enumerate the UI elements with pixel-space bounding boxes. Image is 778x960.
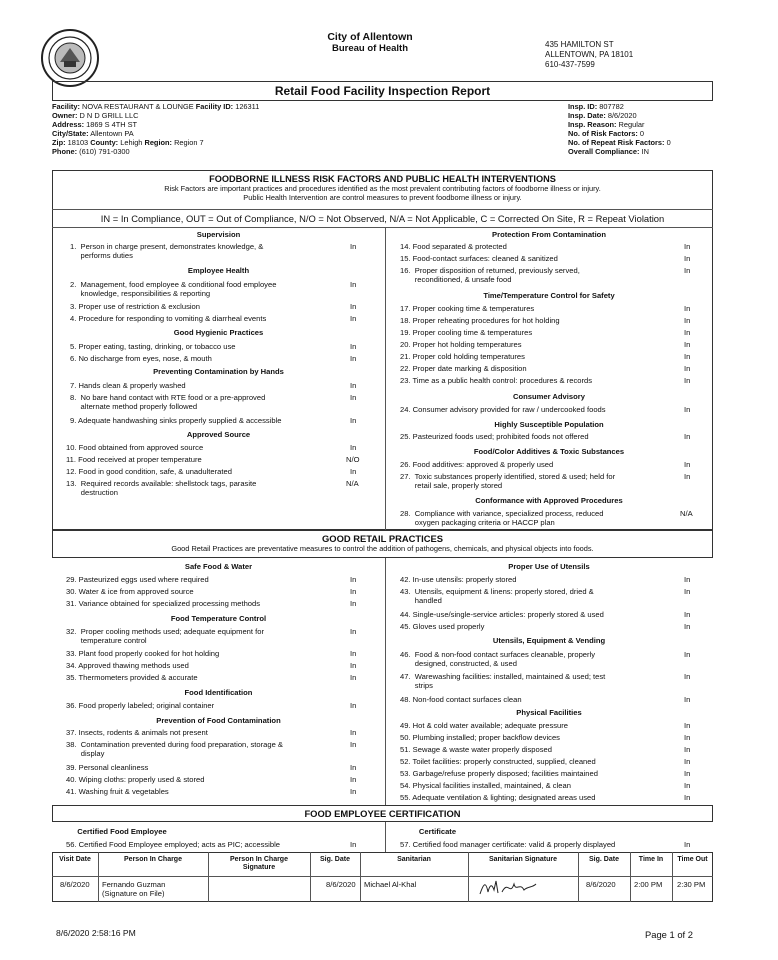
item-status: In (350, 728, 357, 737)
item-status: In (350, 775, 357, 784)
item-text: 30. Water & ice from approved source (66, 587, 194, 596)
item-status: In (684, 587, 691, 596)
time-in: 2:00 PM (634, 880, 663, 889)
report-title: Retail Food Facility Inspection Report (274, 84, 491, 98)
item-text: 34. Approved thawing methods used (66, 661, 189, 670)
item-status: N/A (346, 479, 359, 488)
item-text: 40. Wiping cloths: properly used & stored (66, 775, 205, 784)
overall-label: Overall Compliance: (568, 147, 640, 156)
page-number: Page 1 of 2 (645, 929, 693, 940)
item-status: In (684, 721, 691, 730)
item-text: 7. Hands clean & properly washed (70, 381, 186, 390)
item-text: 10. Food obtained from approved source (66, 443, 204, 452)
heading: Highly Susceptible Population (494, 420, 604, 429)
insp-id: 807782 (599, 102, 624, 111)
overall-line (568, 148, 649, 157)
heading: Protection From Contamination (492, 230, 606, 239)
insp-date: 8/6/2020 (607, 111, 637, 120)
item-status: In (684, 672, 691, 681)
item-status: In (350, 673, 357, 682)
item-status: In (684, 242, 691, 251)
item-text: 42. In-use utensils: properly stored (400, 575, 517, 584)
sig-date: 8/6/2020 (326, 880, 356, 889)
item-status: In (684, 793, 691, 802)
owner-name: D N D GRILL LLC (79, 111, 139, 120)
heading: Supervision (196, 230, 241, 239)
item-text: 19. Proper cooling time & temperatures (400, 328, 533, 337)
risk-factors: 0 (639, 129, 644, 138)
item-text: 37. Insects, rodents & animals not present (66, 728, 208, 737)
item-status: In (350, 393, 357, 402)
col-time-in: Time In (638, 856, 664, 863)
item-text: 49. Hot & cold water available; adequate pressure (400, 721, 569, 730)
risk-factors-label: No. of Risk Factors: (568, 129, 638, 138)
insp-reason-label: Insp. Reason: (568, 120, 617, 129)
city-state-value: Allentown PA (90, 129, 134, 138)
item-text: 31. Variance obtained for specialized processing methods (66, 599, 261, 608)
region-value: Region 7 (174, 138, 204, 147)
item-text: 29. Pasteurized eggs used where required (66, 575, 209, 584)
person-in-charge: Fernando Guzman (Signature on File) (102, 880, 166, 898)
region-label: Region: (144, 138, 172, 147)
item-text: 2. Management, food employee & conditional food employee knowledge, responsibilities & reporting (70, 280, 277, 298)
item-status: In (350, 354, 357, 363)
heading: Preventing Contamination by Hands (153, 367, 284, 376)
item-text: 47. Warewashing facilities: installed, maintained & used; test strips (400, 672, 606, 690)
item-text: 21. Proper cold holding temperatures (400, 352, 525, 361)
phone-value: (610) 791-0300 (79, 147, 130, 156)
item-status: In (350, 416, 357, 425)
item-status: In (684, 650, 691, 659)
item-status: In (684, 733, 691, 742)
item-status: In (350, 302, 357, 311)
rule (52, 209, 713, 210)
city-name: City of Allentown (327, 31, 413, 43)
item-text: 8. No bare hand contact with RTE food or a pre-approved alternate method properly followed (70, 393, 266, 411)
item-status: In (350, 242, 357, 251)
address-label: Address: (52, 120, 85, 129)
county-label: County: (90, 138, 119, 147)
item-text: 43. Utensils, equipment & linens: properly stored, dried & handled (400, 587, 594, 605)
section1-desc-1: Risk Factors are important practices and procedures identified as the most prevalent contributing factors of foodborne illness or injury. (164, 184, 601, 193)
item-text: 46. Food & non-food contact surfaces cleanable, properly designed, constructed, & used (400, 650, 596, 668)
item-status: In (684, 304, 691, 313)
item-text: 32. Proper cooling methods used; adequate equipment for temperature control (66, 627, 264, 645)
item-status: In (350, 467, 357, 476)
item-text: 28. Compliance with variance, specialized process, reduced oxygen packaging criteria or HACCP plan (400, 509, 604, 527)
item-status: In (350, 840, 357, 849)
item-status: In (684, 328, 691, 337)
insp-reason: Regular (618, 120, 645, 129)
item-text: 33. Plant food properly cooked for hot holding (66, 649, 220, 658)
item-status: In (684, 352, 691, 361)
item-status: In (350, 314, 357, 323)
col-sig-date: Sig. Date (320, 856, 350, 863)
item-text: 56. Certified Food Employee employed; acts as PIC; accessible (66, 840, 280, 849)
legend: IN = In Compliance, OUT = Out of Compliance, N/O = Not Observed, N/A = Not Applicable, C = Corrected On Site, R = Repeat Violation (100, 213, 665, 224)
item-text: 51. Sewage & waste water properly disposed (400, 745, 552, 754)
phone-line (52, 148, 130, 157)
item-status: In (350, 381, 357, 390)
item-status: In (684, 781, 691, 790)
item-text: 26. Food additives: approved & properly used (400, 460, 554, 469)
item-text: 13. Required records available: shellstock tags, parasite destruction (66, 479, 257, 497)
item-status: In (350, 763, 357, 772)
item-text: 39. Personal cleanliness (66, 763, 149, 772)
item-text: 11. Food received at proper temperature (66, 455, 202, 464)
item-status: In (350, 342, 357, 351)
item-status: In (350, 787, 357, 796)
item-text: 44. Single-use/single-service articles: properly stored & used (400, 610, 604, 619)
phone-label: Phone: (52, 147, 78, 156)
item-text: 54. Physical facilities installed, maintained, & clean (400, 781, 571, 790)
item-status: In (350, 661, 357, 670)
heading: Food Identification (184, 688, 253, 697)
sanitarian-signature (478, 878, 538, 898)
item-text: 20. Proper hot holding temperatures (400, 340, 522, 349)
column-divider (385, 558, 386, 805)
rule (52, 227, 713, 228)
item-text: 23. Time as a public health control: procedures & records (400, 376, 593, 385)
section3-title: FOOD EMPLOYEE CERTIFICATION (304, 808, 461, 819)
item-status: In (684, 610, 691, 619)
heading: Prevention of Food Contamination (156, 716, 281, 725)
item-text: 4. Procedure for responding to vomiting & diarrheal events (70, 314, 267, 323)
time-out: 2:30 PM (677, 880, 706, 889)
sig-date-2: 8/6/2020 (586, 880, 616, 889)
item-text: 3. Proper use of restriction & exclusion (70, 302, 200, 311)
item-status: In (684, 472, 691, 481)
item-status: In (684, 695, 691, 704)
heading: Certificate (418, 827, 457, 836)
section1-desc-2: Public Health Intervention are control measures to prevent foodborne illness or injury. (243, 193, 522, 202)
dept-phone: 610-437-7599 (545, 60, 595, 69)
county-value: Lehigh (120, 138, 143, 147)
item-status: In (350, 443, 357, 452)
item-text: 17. Proper cooking time & temperatures (400, 304, 535, 313)
item-status: In (684, 745, 691, 754)
item-text: 18. Proper reheating procedures for hot holding (400, 316, 560, 325)
item-text: 50. Plumbing installed; proper backflow devices (400, 733, 560, 742)
repeat-risk: 0 (666, 138, 671, 147)
item-text: 38. Contamination prevented during food preparation, storage & display (66, 740, 283, 758)
col-visit-date: Visit Date (59, 856, 91, 863)
item-status: In (350, 701, 357, 710)
sanitarian: Michael Al-Khal (364, 880, 417, 889)
item-text: 55. Adequate ventilation & lighting; designated areas used (400, 793, 596, 802)
item-text: 36. Food properly labeled; original container (66, 701, 215, 710)
item-text: 9. Adequate handwashing sinks properly supplied & accessible (70, 416, 282, 425)
item-status: N/A (680, 509, 693, 518)
city-seal (40, 28, 100, 88)
facility-id-label: Facility ID: (195, 102, 234, 111)
facility-name: NOVA RESTAURANT & LOUNGE (82, 102, 194, 111)
facility-id: 126311 (235, 102, 260, 111)
item-text: 48. Non-food contact surfaces clean (400, 695, 522, 704)
dept-address-2: ALLENTOWN, PA 18101 (545, 50, 634, 59)
item-status: In (684, 432, 691, 441)
item-text: 16. Proper disposition of returned, previously served, reconditioned, & unsafe food (400, 266, 580, 284)
heading: Food Temperature Control (170, 614, 267, 623)
heading: Consumer Advisory (513, 392, 585, 401)
col-sanitarian: Sanitarian (397, 856, 431, 863)
col-sig-date-2: Sig. Date (589, 856, 619, 863)
heading: Utensils, Equipment & Vending (492, 636, 606, 645)
bureau-name: Bureau of Health (331, 43, 408, 54)
item-text: 12. Food in good condition, safe, & unadulterated (66, 467, 232, 476)
repeat-risk-label: No. of Repeat Risk Factors: (568, 138, 665, 147)
facility-label: Facility: (52, 102, 80, 111)
item-status: In (684, 840, 691, 849)
item-text: 22. Proper date marking & disposition (400, 364, 527, 373)
insp-date-label: Insp. Date: (568, 111, 606, 120)
heading: Safe Food & Water (184, 562, 253, 571)
item-text: 5. Proper eating, tasting, drinking, or tobacco use (70, 342, 236, 351)
address-value: 1869 S 4TH ST (86, 120, 138, 129)
section2-title: GOOD RETAIL PRACTICES (321, 533, 443, 544)
heading: Proper Use of Utensils (508, 562, 590, 571)
item-status: In (684, 769, 691, 778)
dept-address-1: 435 HAMILTON ST (545, 40, 614, 49)
item-status: In (350, 587, 357, 596)
item-status: In (684, 460, 691, 469)
item-status: In (684, 254, 691, 263)
item-text: 52. Toilet facilities: properly constructed, supplied, cleaned (400, 757, 596, 766)
zip-value: 18103 (67, 138, 89, 147)
item-text: 53. Garbage/refuse properly disposed; facilities maintained (400, 769, 598, 778)
heading: Employee Health (187, 266, 250, 275)
city-state-label: City/State: (52, 129, 89, 138)
heading: Approved Source (186, 430, 251, 439)
heading: Certified Food Employee (77, 827, 167, 836)
visit-date: 8/6/2020 (60, 880, 90, 889)
item-text: 41. Washing fruit & vegetables (66, 787, 169, 796)
insp-id-label: Insp. ID: (568, 102, 598, 111)
heading: Food/Color Additives & Toxic Substances (473, 447, 625, 456)
item-text: 6. No discharge from eyes, nose, & mouth (70, 354, 212, 363)
item-status: In (684, 266, 691, 275)
item-status: In (684, 757, 691, 766)
owner-label: Owner: (52, 111, 78, 120)
item-status: In (684, 405, 691, 414)
item-status: In (684, 575, 691, 584)
column-divider (385, 822, 386, 852)
item-status: In (684, 622, 691, 631)
item-status: In (350, 627, 357, 636)
heading: Physical Facilities (516, 708, 582, 717)
section2-desc: Good Retail Practices are preventative measures to control the addition of pathogens, chemicals, and physical objects into foods. (171, 544, 594, 553)
item-status: In (350, 740, 357, 749)
item-status: In (684, 376, 691, 385)
col-person-in-charge: Person In Charge (124, 856, 182, 863)
item-text: 45. Gloves used properly (400, 622, 485, 631)
item-text: 1. Person in charge present, demonstrates knowledge, & performs duties (70, 242, 264, 260)
col-sanitarian-signature: Sanitarian Signature (488, 856, 558, 863)
rule (52, 876, 713, 877)
item-status: In (350, 649, 357, 658)
item-text: 15. Food-contact surfaces: cleaned & sanitized (400, 254, 558, 263)
heading: Time/Temperature Control for Safety (483, 291, 615, 300)
item-text: 57. Certified food manager certificate: valid & properly displayed (400, 840, 616, 849)
print-timestamp: 8/6/2020 2:58:16 PM (56, 928, 136, 938)
item-status: N/O (346, 455, 360, 464)
item-text: 27. Toxic substances properly identified, stored & used; held for retail sale, properly stored (400, 472, 616, 490)
column-divider (385, 227, 386, 530)
zip-label: Zip: (52, 138, 66, 147)
item-status: In (684, 316, 691, 325)
item-text: 14. Food separated & protected (400, 242, 507, 251)
overall-compliance: IN (641, 147, 649, 156)
section1-title: FOODBORNE ILLNESS RISK FACTORS AND PUBLIC HEALTH INTERVENTIONS (209, 174, 556, 184)
item-text: 25. Pasteurized foods used; prohibited foods not offered (400, 432, 589, 441)
heading: Good Hygienic Practices (173, 328, 264, 337)
item-text: 35. Thermometers provided & accurate (66, 673, 198, 682)
col-time-out: Time Out (677, 856, 708, 863)
item-status: In (350, 280, 357, 289)
item-status: In (350, 575, 357, 584)
col-pic-signature: Person In Charge Signature (230, 856, 288, 871)
item-status: In (350, 599, 357, 608)
item-status: In (684, 364, 691, 373)
item-text: 24. Consumer advisory provided for raw / undercooked foods (400, 405, 606, 414)
heading: Conformance with Approved Procedures (475, 496, 623, 505)
item-status: In (684, 340, 691, 349)
